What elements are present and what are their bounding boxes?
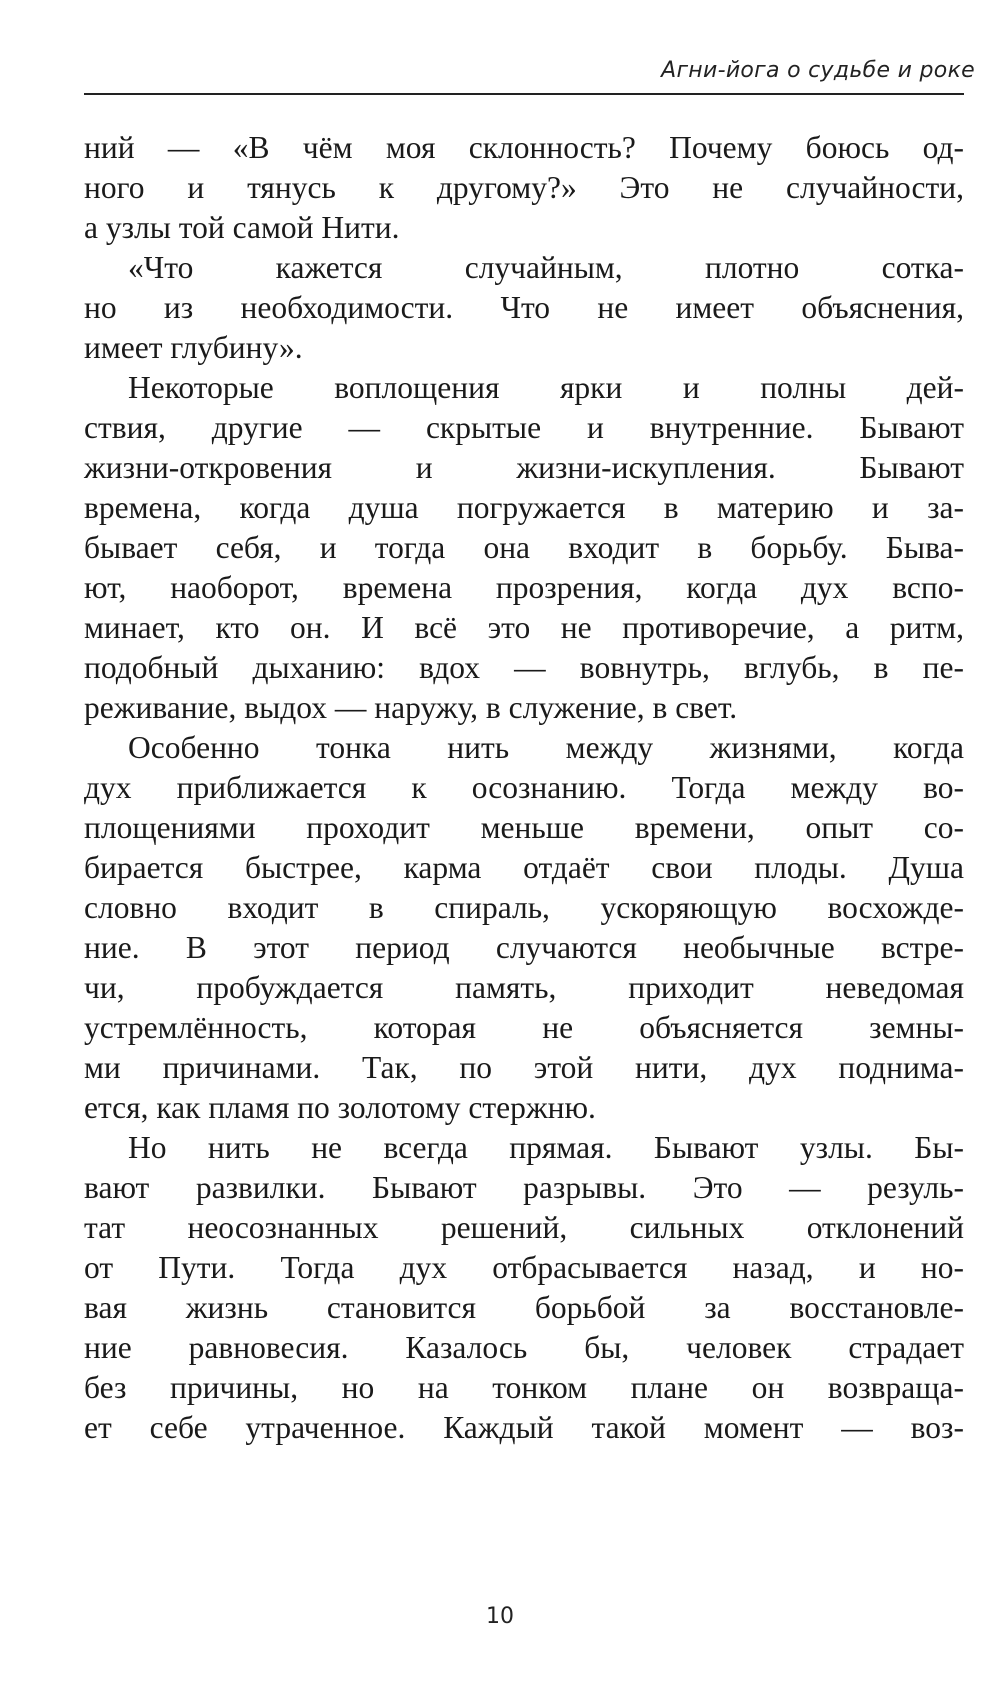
text-line: времена, когда душа погружается в материю и за- — [84, 490, 964, 525]
text-line: Но нить не всегда прямая. Бывают узлы. Бы- — [128, 1130, 964, 1165]
text-line: «Что кажется случайным, плотно сотка- — [128, 250, 964, 285]
text-line: но из необходимости. Что не имеет объяснения, — [84, 290, 964, 325]
text-line: тат неосознанных решений, сильных отклонений — [84, 1210, 964, 1245]
text-line: имеет глубину». — [84, 330, 303, 365]
text-line: словно входит в спираль, ускоряющую восхожде- — [84, 890, 964, 925]
text-line: вая жизнь становится борьбой за восстановле- — [84, 1290, 964, 1325]
text-line: реживание, выдох — наружу, в служение, в свет. — [84, 690, 738, 725]
text-line: бирается быстрее, карма отдаёт свои плоды. Душа — [84, 850, 964, 885]
text-line: подобный дыханию: вдох — вовнутрь, вглубь, в пе- — [84, 650, 964, 685]
header-rule — [84, 93, 964, 95]
page-text — [84, 128, 964, 1448]
text-line: ствия, другие — скрытые и внутренние. Бывают — [84, 410, 964, 445]
text-line: ний — «В чём моя склонность? Почему боюсь од- — [84, 130, 964, 165]
text-line: без причины, но на тонком плане он возвраща- — [84, 1370, 964, 1405]
text-line: ют, наоборот, времена прозрения, когда дух вспо- — [84, 570, 964, 605]
text-line: устремлённость, которая не объясняется земны- — [84, 1010, 964, 1045]
text-line: ного и тянусь к другому?» Это не случайности, — [84, 170, 964, 205]
running-title: Агни-йога о судьбе и роке — [661, 58, 975, 83]
text-line: Некоторые воплощения ярки и полны дей- — [128, 370, 964, 405]
text-line: а узлы той самой Нити. — [84, 210, 400, 245]
text-line: жизни-откровения и жизни-искупления. Бывают — [84, 450, 964, 485]
text-line: чи, пробуждается память, приходит неведомая — [84, 970, 964, 1005]
text-line: ется, как пламя по золотому стержню. — [84, 1090, 596, 1125]
text-line: Особенно тонка нить между жизнями, когда — [128, 730, 964, 765]
page-number: 10 — [486, 1604, 514, 1629]
text-line: ние равновесия. Казалось бы, человек страдает — [84, 1330, 964, 1365]
text-line: площениями проходит меньше времени, опыт со- — [84, 810, 964, 845]
text-line: минает, кто он. И всё это не противоречие, а ритм, — [84, 610, 964, 645]
text-line: ми причинами. Так, по этой нити, дух поднима- — [84, 1050, 964, 1085]
text-line: вают развилки. Бывают разрывы. Это — резуль- — [84, 1170, 964, 1205]
text-line: дух приближается к осознанию. Тогда между во- — [84, 770, 964, 805]
text-line: ет себе утраченное. Каждый такой момент — воз- — [84, 1410, 964, 1445]
text-line: от Пути. Тогда дух отбрасывается назад, и но- — [84, 1250, 964, 1285]
text-line: ние. В этот период случаются необычные встре- — [84, 930, 964, 965]
text-line: бывает себя, и тогда она входит в борьбу. Быва- — [84, 530, 964, 565]
